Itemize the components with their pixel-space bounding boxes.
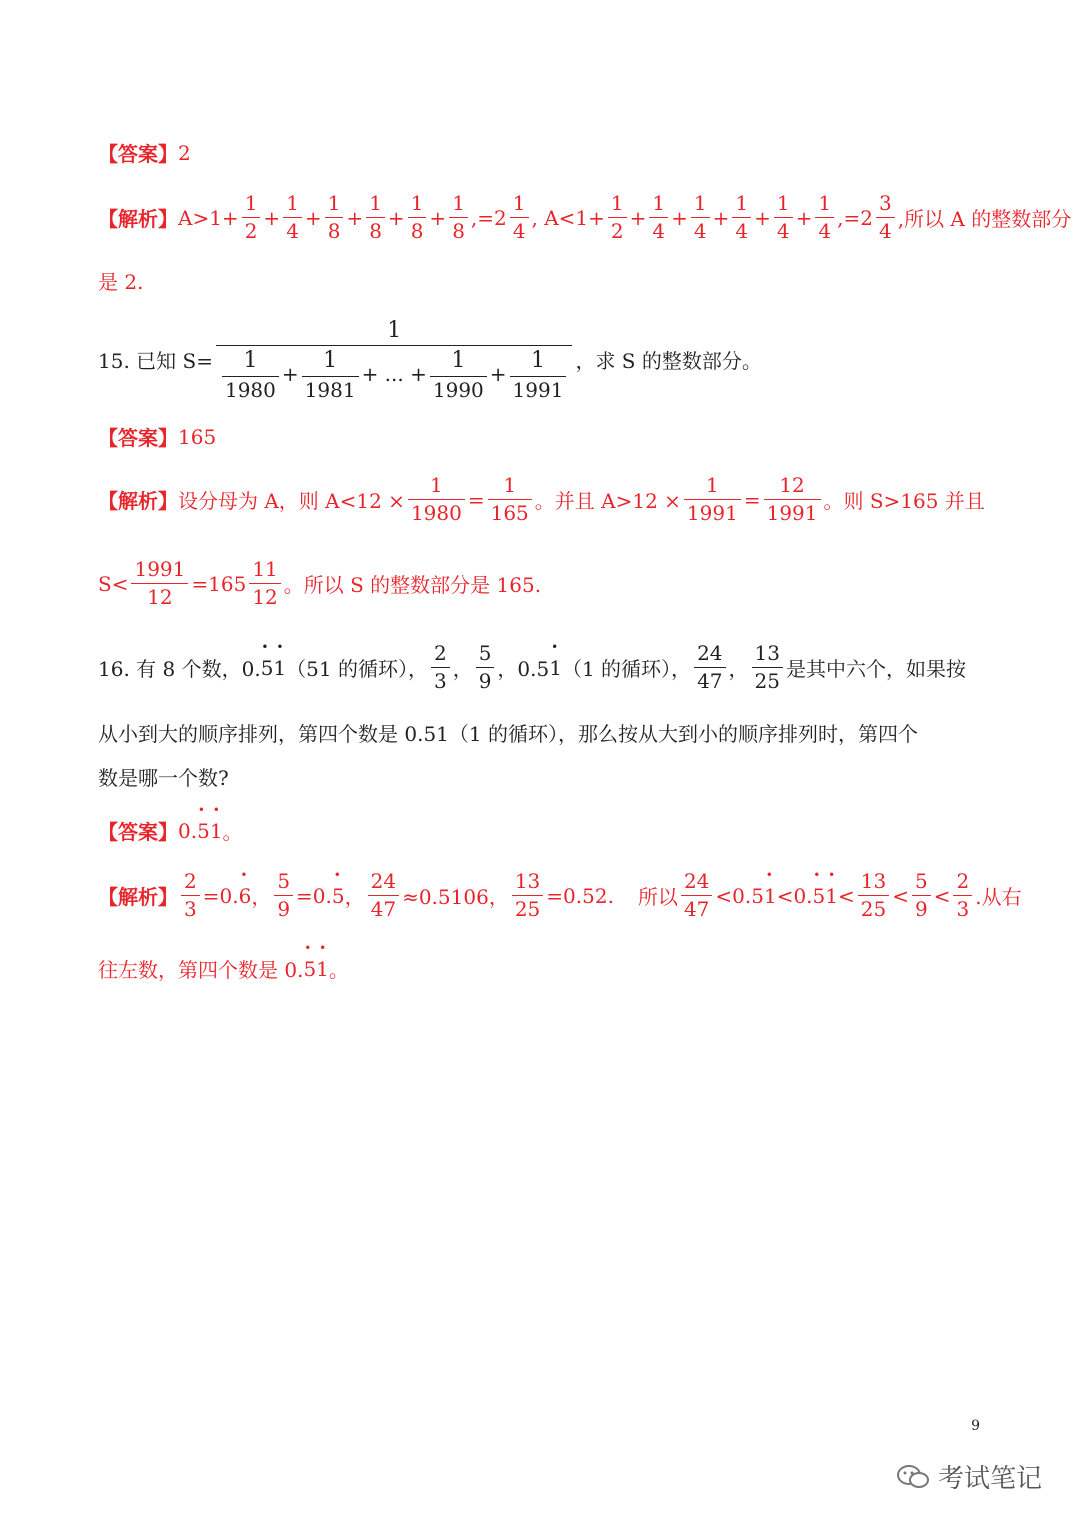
watermark-text: 考试笔记 bbox=[937, 1464, 1042, 1494]
fraction: $\frac{1}{4}$ bbox=[691, 192, 710, 243]
question-label: 16. 有 8 个数，0. bbox=[98, 657, 261, 681]
q16-question-line3: 数是哪一个数? bbox=[98, 766, 229, 790]
fraction: $\frac{1}{2}$ bbox=[608, 192, 627, 243]
repeating-decimal: • 1 bbox=[549, 639, 562, 680]
q15-analysis: 【解析】 设分母为 A，则 A<12 × $\frac{1}{1980}$ = $\frac{1}{165}$ 。并且 A>12 × $\frac{1}{1991}$ = $\frac{12}{1991}$ 。则 S>165 并且 bbox=[98, 473, 985, 525]
q15-analysis-cont: S< $\frac{1991}{12}$ =165 $\frac{11}{12}$ 。所以 S 的整数部分是 165. bbox=[98, 557, 542, 609]
answer-tag: 【答案】 bbox=[98, 426, 178, 450]
fraction: $\frac{1}{4}$ bbox=[774, 192, 793, 243]
watermark bbox=[896, 1458, 1042, 1495]
fraction: $\frac{1}{4}$ bbox=[732, 192, 751, 243]
analysis-tag: 【解析】 bbox=[98, 885, 178, 909]
q14-answer bbox=[98, 138, 988, 167]
fraction: $\frac{3}{4}$ bbox=[876, 192, 895, 243]
repeating-decimal: • • 51 bbox=[260, 639, 287, 680]
page-number: 9 bbox=[971, 1418, 980, 1434]
fraction: $\frac{1}{8}$ bbox=[366, 192, 385, 243]
q16-analysis-cont: 往左数，第四个数是 0. • • 51 。 bbox=[98, 940, 349, 982]
q14-analysis-cont: 是 2. bbox=[98, 270, 144, 294]
fraction: $\frac{1}{8}$ bbox=[449, 192, 468, 243]
repeating-decimal: • • 51 bbox=[303, 940, 329, 981]
q16-answer: 【答案】 0. • • 51 。 bbox=[98, 802, 243, 844]
fraction: $\frac{1}{4}$ bbox=[283, 192, 302, 243]
q15-answer bbox=[98, 422, 988, 451]
repeating-decimal: • • 51 bbox=[197, 802, 223, 843]
answer-value: 165 bbox=[178, 424, 217, 449]
answer-tag: 【答案】 bbox=[98, 142, 178, 166]
fraction: $\frac{1}{4}$ bbox=[649, 192, 668, 243]
fraction: $\frac{1}{8}$ bbox=[408, 192, 427, 243]
q16-question: 16. 有 8 个数，0. • • 51 （51 的循环）， $\frac{2}{3}$ ， $\frac{5}{9}$ ，0.5 • 1 （1 的循环）， $\frac{24}{47}$ ， $\frac{13}{25}$ 是其中六个，如果按 bbox=[98, 639, 966, 693]
q16-question-line2: 从小到大的顺序排列，第四个数是 0.51（1 的循环），那么按从大到小的顺序排列时，第四个 bbox=[98, 722, 918, 746]
analysis-tag: 【解析】 bbox=[98, 489, 178, 513]
fraction: $\frac{1}{8}$ bbox=[325, 192, 344, 243]
analysis-text: A>1+ bbox=[178, 205, 239, 230]
fraction: $\frac{1}{4}$ bbox=[510, 192, 529, 243]
fraction: $\frac{1}{2}$ bbox=[242, 192, 261, 243]
question-label: 15. 已知 S= bbox=[98, 349, 213, 374]
fraction: $\frac{1}{4}$ bbox=[815, 192, 834, 243]
answer-tag: 【答案】 bbox=[98, 820, 178, 844]
answer-value: 2 bbox=[178, 140, 191, 165]
q16-analysis: 【解析】 $\frac{2}{3}$ =0. • 6 ， $\frac{5}{9}$ =0. • 5 ， $\frac{24}{47}$ ≈0.5106， $\frac{13}{25}$ =0.52. 所以 $\frac{24}{47}$ <0.5 • 1 <0. • • 51 < $\frac{13}{25}$ < $\frac{5}{9}$ < $\frac{2}{3}$ .从右 bbox=[98, 867, 1022, 921]
q14-analysis: 【解析】 A>1+ $\frac{1}{2}$ + $\frac{1}{4}$ + $\frac{1}{8}$ + $\frac{1}{8}$ + $\frac{1}{8}$ + $\frac{1}{8}$ ,=2 $\frac{1}{4}$ , A<1+ $\frac{1}{2}$ + $\frac{1}{4}$ + $\frac{1}{4}$ + $\frac{1}{4}$ + $\frac{1}{4}$ + $\frac{1}{4}$ ,=2 $\frac{3}{4}$ ,所以 A 的整数部分 bbox=[98, 191, 1072, 243]
q15-question: 15. 已知 S= 1 $\frac{1}{1980}$ + $\frac{1}{1981}$ + ... + $\frac{1}{1990}$ + $\frac{1}{1991}$ ，求 S 的整数部分。 bbox=[98, 318, 762, 402]
compound-fraction: 1 $\frac{1}{1980}$ + $\frac{1}{1981}$ + ... + $\frac{1}{1990}$ + $\frac{1}{1991}$ bbox=[216, 318, 572, 402]
analysis-tag: 【解析】 bbox=[98, 207, 178, 231]
wechat-icon bbox=[896, 1463, 930, 1491]
